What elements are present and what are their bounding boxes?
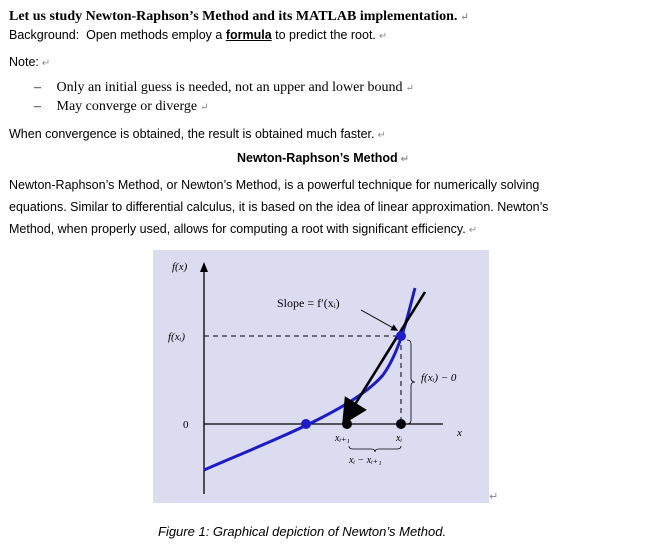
- convergence-line: [9, 127, 386, 141]
- dash-bullet-icon: –: [34, 99, 41, 114]
- background-line: [9, 28, 387, 42]
- paragraph-mark-icon: ↵: [460, 12, 469, 23]
- figure-caption: Figure 1: Graphical depiction of Newton’s Method.: [158, 524, 447, 539]
- convergence-text: When convergence is obtained, the result is obtained much faster.: [9, 127, 375, 141]
- y-axis-arrow-icon: [200, 262, 208, 272]
- tangent-line: [349, 292, 425, 414]
- paragraph-mark-icon: ↵: [41, 58, 51, 69]
- note-item-2: [34, 99, 209, 115]
- y-axis-label: f(x): [172, 261, 188, 273]
- paragraph-mark-icon: ↵: [200, 102, 209, 113]
- rise-bracket: [407, 340, 415, 424]
- paragraph-mark-icon: ↵: [400, 154, 410, 165]
- tangent-point: [396, 331, 406, 341]
- newton-diagram: [153, 250, 489, 503]
- newton-figure: [153, 250, 489, 503]
- paragraph-mark-icon: ↵: [378, 31, 388, 42]
- note-line: [9, 55, 50, 69]
- note-item-text: May converge or diverge: [56, 99, 198, 114]
- note-item-1: [34, 80, 414, 96]
- slope-label: Slope = f′(xᵢ): [277, 296, 340, 310]
- xi-label: xᵢ: [396, 433, 403, 444]
- paragraph-mark-icon: ↵: [489, 491, 499, 503]
- xi-point: [396, 419, 406, 429]
- paragraph-mark-icon: ↵: [468, 225, 478, 236]
- background-post: to predict the root.: [275, 28, 376, 42]
- xi-next-label: xᵢ₊₁: [335, 433, 350, 444]
- paragraph-mark-icon: ↵: [405, 83, 414, 94]
- x-axis-label: x: [457, 427, 462, 439]
- diff-bracket: [349, 446, 401, 452]
- paragraph-line: equations. Similar to differential calculus, it is based on the idea of linear approximation. Newton’s: [9, 200, 549, 214]
- note-label: Note:: [9, 55, 39, 69]
- function-curve: [204, 288, 415, 470]
- dash-bullet-icon: –: [34, 80, 41, 95]
- heading: [9, 9, 469, 25]
- note-item-text: Only an initial guess is needed, not an upper and lower bound: [56, 80, 403, 95]
- xi-next-point: [342, 419, 352, 429]
- rise-label: f(xᵢ) − 0: [421, 372, 457, 384]
- paragraph-line-text: Method, when properly used, allows for computing a root with significant efficiency.: [9, 222, 466, 236]
- body-paragraph: [9, 174, 609, 242]
- formula-link: formula: [225, 28, 272, 42]
- section-title: [237, 151, 409, 165]
- paragraph-mark-icon: ↵: [377, 130, 386, 141]
- diff-label: xᵢ − xᵢ₊₁: [349, 455, 382, 466]
- paragraph-line: Newton-Raphson’s Method, or Newton’s Method, is a powerful technique for numerically solving: [9, 178, 540, 192]
- zero-label: 0: [183, 419, 189, 431]
- background-label: Background:: [9, 28, 80, 42]
- paragraph-line: [9, 218, 609, 242]
- figure-mark-icon: [489, 490, 498, 503]
- background-pre: Open methods employ a: [86, 28, 223, 42]
- heading-text: Let us study Newton-Raphson’s Method and its MATLAB implementation.: [9, 9, 458, 24]
- y-tick-label: f(xᵢ): [168, 331, 186, 343]
- section-title-text: Newton-Raphson’s Method: [237, 151, 398, 165]
- root-point: [301, 419, 311, 429]
- slope-pointer: [361, 310, 395, 329]
